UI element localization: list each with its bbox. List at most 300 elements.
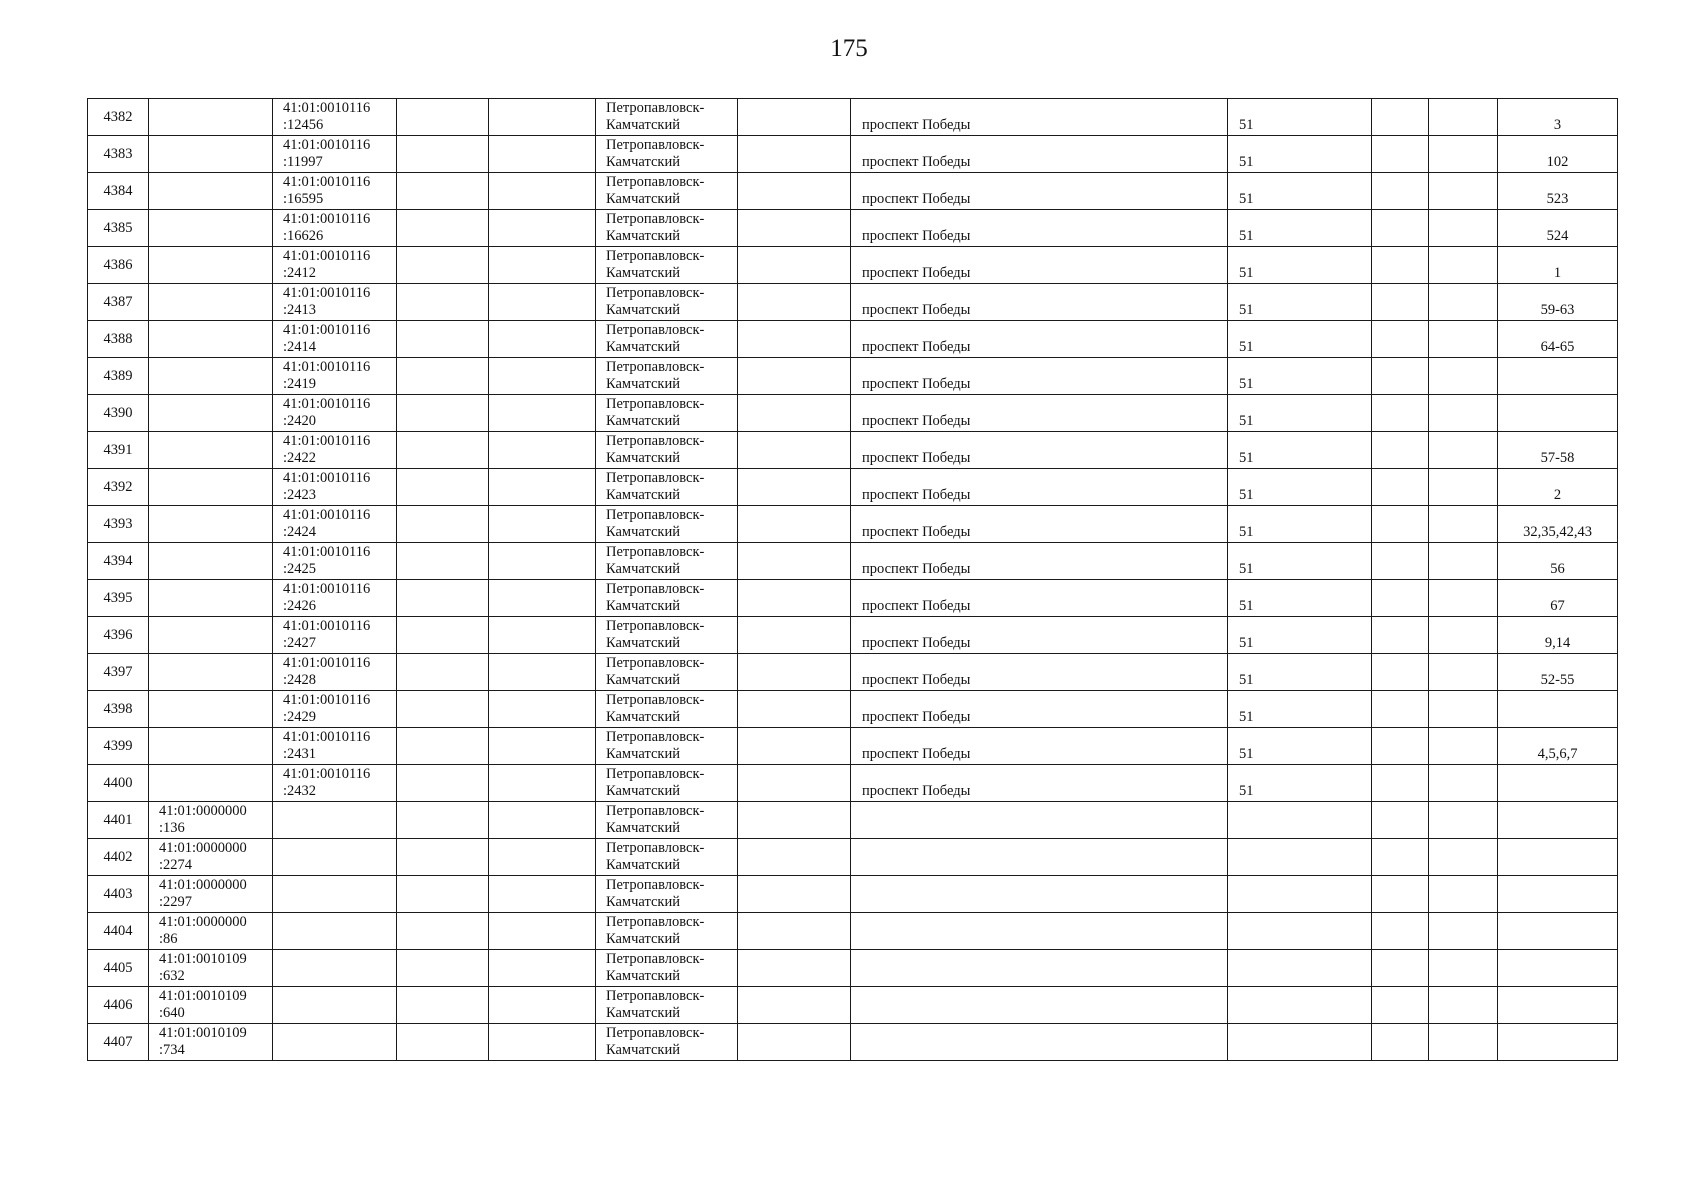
- cadastral-number-a-cell: [149, 321, 273, 358]
- premises-cell: [1498, 839, 1618, 876]
- cadastral-number-b-cell: [273, 765, 397, 802]
- cadastral-number-a-line-2: :734: [159, 1042, 185, 1058]
- empty-cell-4: [397, 543, 489, 580]
- empty-cell-5: [489, 580, 596, 617]
- empty-cell-4: [397, 506, 489, 543]
- cadastral-number-b-line-2: :16595: [283, 191, 324, 207]
- cadastral-number-a-line-2: :2274: [159, 857, 193, 873]
- city-line-1: Петропавловск-: [606, 951, 705, 967]
- cadastral-number-b-cell: [273, 395, 397, 432]
- empty-cell-11: [1429, 210, 1498, 247]
- empty-cell-11: [1429, 617, 1498, 654]
- city-line-1: Петропавловск-: [606, 655, 705, 671]
- cadastral-number-b-cell: [273, 99, 397, 136]
- cadastral-number-b-line-2: :11997: [283, 154, 323, 170]
- row-number-cell: 4400: [88, 765, 149, 802]
- cadastral-number-a-line-1: 41:01:0000000: [159, 840, 247, 856]
- cadastral-number-a-line-1: 41:01:0000000: [159, 877, 247, 893]
- table-row: [88, 987, 1618, 1024]
- cadastral-number-a-cell: [149, 617, 273, 654]
- premises-cell: 523: [1498, 173, 1618, 210]
- city-cell: [596, 284, 738, 321]
- cadastral-number-b-line-2: :2413: [283, 302, 317, 318]
- cadastral-number-a-line-2: :136: [159, 820, 185, 836]
- cadastral-number-b-line-1: 41:01:0010116: [283, 285, 371, 301]
- city-cell: [596, 654, 738, 691]
- cadastral-number-a-cell: [149, 469, 273, 506]
- empty-cell-10: [1372, 950, 1429, 987]
- street-cell: проспект Победы: [851, 506, 1228, 543]
- row-number-cell: 4392: [88, 469, 149, 506]
- city-cell: [596, 506, 738, 543]
- empty-cell-4: [397, 210, 489, 247]
- city-line-2: Камчатский: [606, 857, 680, 873]
- city-cell: [596, 99, 738, 136]
- cadastral-number-b-line-2: :2423: [283, 487, 317, 503]
- table-row: [88, 247, 1618, 284]
- empty-cell-10: [1372, 432, 1429, 469]
- table-row: [88, 617, 1618, 654]
- cadastral-number-b-cell: [273, 321, 397, 358]
- empty-cell-11: [1429, 654, 1498, 691]
- empty-cell-10: [1372, 284, 1429, 321]
- house-cell: [1228, 876, 1372, 913]
- empty-cell-7: [738, 469, 851, 506]
- empty-cell-7: [738, 247, 851, 284]
- house-cell: 51: [1228, 580, 1372, 617]
- cadastral-number-b-line-1: 41:01:0010116: [283, 248, 371, 264]
- premises-cell: 67: [1498, 580, 1618, 617]
- city-line-2: Камчатский: [606, 228, 680, 244]
- cadastral-number-b-line-1: 41:01:0010116: [283, 766, 371, 782]
- empty-cell-10: [1372, 247, 1429, 284]
- cadastral-number-b-cell: [273, 839, 397, 876]
- street-cell: [851, 913, 1228, 950]
- empty-cell-11: [1429, 136, 1498, 173]
- house-cell: 51: [1228, 210, 1372, 247]
- empty-cell-5: [489, 876, 596, 913]
- empty-cell-10: [1372, 876, 1429, 913]
- empty-cell-11: [1429, 99, 1498, 136]
- city-line-2: Камчатский: [606, 376, 680, 392]
- premises-cell: [1498, 1024, 1618, 1061]
- table-row: [88, 469, 1618, 506]
- empty-cell-7: [738, 654, 851, 691]
- empty-cell-5: [489, 284, 596, 321]
- city-line-2: Камчатский: [606, 746, 680, 762]
- cadastral-number-b-cell: [273, 950, 397, 987]
- city-line-2: Камчатский: [606, 968, 680, 984]
- street-cell: [851, 802, 1228, 839]
- empty-cell-7: [738, 580, 851, 617]
- city-line-2: Камчатский: [606, 931, 680, 947]
- table-row: [88, 765, 1618, 802]
- row-number-cell: 4386: [88, 247, 149, 284]
- cadastral-number-b-line-2: :2412: [283, 265, 317, 281]
- cadastral-number-b-cell: [273, 1024, 397, 1061]
- premises-cell: [1498, 987, 1618, 1024]
- house-cell: [1228, 913, 1372, 950]
- city-line-1: Петропавловск-: [606, 322, 705, 338]
- city-cell: [596, 950, 738, 987]
- empty-cell-10: [1372, 913, 1429, 950]
- street-cell: [851, 839, 1228, 876]
- cadastral-number-a-cell: [149, 284, 273, 321]
- empty-cell-5: [489, 765, 596, 802]
- city-line-1: Петропавловск-: [606, 174, 705, 190]
- street-cell: проспект Победы: [851, 321, 1228, 358]
- empty-cell-5: [489, 99, 596, 136]
- empty-cell-11: [1429, 432, 1498, 469]
- city-line-1: Петропавловск-: [606, 544, 705, 560]
- cadastral-number-a-line-1: 41:01:0010109: [159, 951, 247, 967]
- cadastral-number-b-cell: [273, 506, 397, 543]
- street-cell: проспект Победы: [851, 691, 1228, 728]
- table-row: [88, 654, 1618, 691]
- cadastral-number-b-line-2: :2422: [283, 450, 317, 466]
- city-line-1: Петропавловск-: [606, 137, 705, 153]
- city-cell: [596, 876, 738, 913]
- empty-cell-10: [1372, 654, 1429, 691]
- city-line-1: Петропавловск-: [606, 581, 705, 597]
- cadastral-number-b-cell: [273, 580, 397, 617]
- cadastral-number-b-line-2: :2431: [283, 746, 317, 762]
- premises-cell: [1498, 395, 1618, 432]
- city-cell: [596, 913, 738, 950]
- cadastral-number-b-line-1: 41:01:0010116: [283, 396, 371, 412]
- city-cell: [596, 432, 738, 469]
- row-number-cell: 4399: [88, 728, 149, 765]
- empty-cell-11: [1429, 802, 1498, 839]
- premises-cell: 52-55: [1498, 654, 1618, 691]
- house-cell: [1228, 950, 1372, 987]
- house-cell: 51: [1228, 543, 1372, 580]
- empty-cell-5: [489, 136, 596, 173]
- city-line-2: Камчатский: [606, 487, 680, 503]
- city-cell: [596, 173, 738, 210]
- house-cell: 51: [1228, 358, 1372, 395]
- empty-cell-4: [397, 321, 489, 358]
- empty-cell-5: [489, 210, 596, 247]
- city-line-1: Петропавловск-: [606, 248, 705, 264]
- empty-cell-5: [489, 654, 596, 691]
- cadastral-number-b-line-1: 41:01:0010116: [283, 211, 371, 227]
- city-line-2: Камчатский: [606, 191, 680, 207]
- table-row: [88, 173, 1618, 210]
- empty-cell-4: [397, 173, 489, 210]
- city-cell: [596, 247, 738, 284]
- street-cell: проспект Победы: [851, 617, 1228, 654]
- empty-cell-11: [1429, 839, 1498, 876]
- row-number-cell: 4402: [88, 839, 149, 876]
- empty-cell-4: [397, 617, 489, 654]
- empty-cell-7: [738, 173, 851, 210]
- cadastral-number-b-line-2: :2428: [283, 672, 317, 688]
- city-line-2: Камчатский: [606, 450, 680, 466]
- street-cell: проспект Победы: [851, 580, 1228, 617]
- empty-cell-4: [397, 580, 489, 617]
- premises-cell: 64-65: [1498, 321, 1618, 358]
- city-cell: [596, 765, 738, 802]
- empty-cell-11: [1429, 284, 1498, 321]
- row-number-cell: 4405: [88, 950, 149, 987]
- house-cell: 51: [1228, 284, 1372, 321]
- cadastral-number-b-cell: [273, 432, 397, 469]
- cadastral-number-b-cell: [273, 210, 397, 247]
- table-row: [88, 395, 1618, 432]
- cadastral-number-a-cell: [149, 950, 273, 987]
- empty-cell-7: [738, 543, 851, 580]
- cadastral-number-a-line-1: 41:01:0010109: [159, 1025, 247, 1041]
- premises-cell: 57-58: [1498, 432, 1618, 469]
- cadastral-number-b-cell: [273, 469, 397, 506]
- city-line-2: Камчатский: [606, 1005, 680, 1021]
- table-row: [88, 543, 1618, 580]
- empty-cell-4: [397, 1024, 489, 1061]
- city-line-1: Петропавловск-: [606, 803, 705, 819]
- cadastral-number-a-cell: [149, 765, 273, 802]
- city-cell: [596, 1024, 738, 1061]
- street-cell: проспект Победы: [851, 543, 1228, 580]
- street-cell: проспект Победы: [851, 469, 1228, 506]
- cadastral-number-b-line-1: 41:01:0010116: [283, 581, 371, 597]
- empty-cell-7: [738, 284, 851, 321]
- city-cell: [596, 543, 738, 580]
- street-cell: проспект Победы: [851, 765, 1228, 802]
- house-cell: 51: [1228, 432, 1372, 469]
- cadastral-number-b-line-2: :2414: [283, 339, 317, 355]
- empty-cell-7: [738, 876, 851, 913]
- house-cell: [1228, 1024, 1372, 1061]
- row-number-cell: 4387: [88, 284, 149, 321]
- empty-cell-7: [738, 358, 851, 395]
- cadastral-number-b-line-2: :2424: [283, 524, 317, 540]
- empty-cell-11: [1429, 321, 1498, 358]
- premises-cell: 102: [1498, 136, 1618, 173]
- empty-cell-7: [738, 321, 851, 358]
- cadastral-number-b-line-1: 41:01:0010116: [283, 359, 371, 375]
- empty-cell-7: [738, 765, 851, 802]
- premises-cell: [1498, 950, 1618, 987]
- cadastral-number-b-line-1: 41:01:0010116: [283, 729, 371, 745]
- city-line-1: Петропавловск-: [606, 729, 705, 745]
- cadastral-number-b-cell: [273, 136, 397, 173]
- empty-cell-7: [738, 802, 851, 839]
- cadastral-number-a-cell: [149, 247, 273, 284]
- premises-cell: [1498, 358, 1618, 395]
- cadastral-number-b-line-1: 41:01:0010116: [283, 618, 371, 634]
- row-number-cell: 4398: [88, 691, 149, 728]
- row-number-cell: 4395: [88, 580, 149, 617]
- empty-cell-10: [1372, 469, 1429, 506]
- street-cell: проспект Победы: [851, 395, 1228, 432]
- cadastral-number-b-line-1: 41:01:0010116: [283, 544, 371, 560]
- empty-cell-7: [738, 395, 851, 432]
- cadastral-number-b-line-2: :2429: [283, 709, 317, 725]
- cadastral-number-b-line-2: :2432: [283, 783, 317, 799]
- empty-cell-11: [1429, 913, 1498, 950]
- cadastral-number-a-cell: [149, 543, 273, 580]
- empty-cell-4: [397, 691, 489, 728]
- empty-cell-11: [1429, 950, 1498, 987]
- city-line-2: Камчатский: [606, 635, 680, 651]
- empty-cell-11: [1429, 691, 1498, 728]
- house-cell: [1228, 839, 1372, 876]
- city-line-2: Камчатский: [606, 265, 680, 281]
- register-body: [88, 99, 1618, 1061]
- premises-cell: 3: [1498, 99, 1618, 136]
- city-line-2: Камчатский: [606, 672, 680, 688]
- street-cell: [851, 1024, 1228, 1061]
- empty-cell-5: [489, 173, 596, 210]
- empty-cell-11: [1429, 469, 1498, 506]
- row-number-cell: 4394: [88, 543, 149, 580]
- empty-cell-11: [1429, 1024, 1498, 1061]
- city-line-1: Петропавловск-: [606, 766, 705, 782]
- empty-cell-4: [397, 839, 489, 876]
- city-line-1: Петропавловск-: [606, 877, 705, 893]
- city-line-1: Петропавловск-: [606, 433, 705, 449]
- row-number-cell: 4397: [88, 654, 149, 691]
- house-cell: 51: [1228, 617, 1372, 654]
- cadastral-number-a-cell: [149, 1024, 273, 1061]
- table-row: [88, 432, 1618, 469]
- empty-cell-10: [1372, 210, 1429, 247]
- city-line-2: Камчатский: [606, 709, 680, 725]
- city-line-1: Петропавловск-: [606, 840, 705, 856]
- empty-cell-10: [1372, 691, 1429, 728]
- row-number-cell: 4393: [88, 506, 149, 543]
- empty-cell-4: [397, 469, 489, 506]
- empty-cell-7: [738, 1024, 851, 1061]
- city-line-1: Петропавловск-: [606, 359, 705, 375]
- empty-cell-11: [1429, 765, 1498, 802]
- street-cell: проспект Победы: [851, 728, 1228, 765]
- city-cell: [596, 987, 738, 1024]
- cadastral-number-a-cell: [149, 654, 273, 691]
- row-number-cell: 4383: [88, 136, 149, 173]
- table-row: [88, 1024, 1618, 1061]
- house-cell: 51: [1228, 469, 1372, 506]
- city-cell: [596, 469, 738, 506]
- cadastral-number-b-cell: [273, 876, 397, 913]
- cadastral-number-a-cell: [149, 802, 273, 839]
- city-cell: [596, 691, 738, 728]
- empty-cell-10: [1372, 1024, 1429, 1061]
- empty-cell-7: [738, 617, 851, 654]
- street-cell: проспект Победы: [851, 432, 1228, 469]
- cadastral-number-b-line-1: 41:01:0010116: [283, 655, 371, 671]
- cadastral-number-a-cell: [149, 358, 273, 395]
- cadastral-number-a-line-2: :632: [159, 968, 185, 984]
- table-row: [88, 876, 1618, 913]
- city-cell: [596, 617, 738, 654]
- street-cell: [851, 876, 1228, 913]
- city-cell: [596, 395, 738, 432]
- house-cell: 51: [1228, 728, 1372, 765]
- empty-cell-10: [1372, 987, 1429, 1024]
- city-line-2: Камчатский: [606, 339, 680, 355]
- empty-cell-10: [1372, 358, 1429, 395]
- empty-cell-4: [397, 913, 489, 950]
- empty-cell-11: [1429, 247, 1498, 284]
- street-cell: проспект Победы: [851, 358, 1228, 395]
- empty-cell-10: [1372, 802, 1429, 839]
- premises-cell: 56: [1498, 543, 1618, 580]
- city-line-1: Петропавловск-: [606, 507, 705, 523]
- row-number-cell: 4382: [88, 99, 149, 136]
- empty-cell-5: [489, 469, 596, 506]
- premises-cell: [1498, 765, 1618, 802]
- empty-cell-4: [397, 358, 489, 395]
- row-number-cell: 4391: [88, 432, 149, 469]
- empty-cell-5: [489, 358, 596, 395]
- empty-cell-5: [489, 617, 596, 654]
- cadastral-number-b-line-2: :2420: [283, 413, 317, 429]
- city-cell: [596, 358, 738, 395]
- cadastral-number-a-line-2: :640: [159, 1005, 185, 1021]
- cadastral-number-b-cell: [273, 987, 397, 1024]
- empty-cell-7: [738, 210, 851, 247]
- empty-cell-10: [1372, 173, 1429, 210]
- cadastral-number-a-line-1: 41:01:0000000: [159, 914, 247, 930]
- empty-cell-11: [1429, 506, 1498, 543]
- cadastral-number-a-cell: [149, 580, 273, 617]
- empty-cell-10: [1372, 617, 1429, 654]
- empty-cell-7: [738, 913, 851, 950]
- row-number-cell: 4404: [88, 913, 149, 950]
- empty-cell-11: [1429, 173, 1498, 210]
- street-cell: проспект Победы: [851, 654, 1228, 691]
- city-line-1: Петропавловск-: [606, 1025, 705, 1041]
- empty-cell-7: [738, 432, 851, 469]
- city-cell: [596, 839, 738, 876]
- cadastral-number-b-line-1: 41:01:0010116: [283, 692, 371, 708]
- cadastral-number-a-cell: [149, 173, 273, 210]
- page-number: 175: [830, 35, 868, 62]
- empty-cell-7: [738, 987, 851, 1024]
- row-number-cell: 4401: [88, 802, 149, 839]
- empty-cell-7: [738, 99, 851, 136]
- cadastral-number-b-line-1: 41:01:0010116: [283, 174, 371, 190]
- empty-cell-4: [397, 654, 489, 691]
- street-cell: проспект Победы: [851, 284, 1228, 321]
- cadastral-number-b-cell: [273, 173, 397, 210]
- empty-cell-5: [489, 913, 596, 950]
- city-line-1: Петропавловск-: [606, 692, 705, 708]
- house-cell: 51: [1228, 654, 1372, 691]
- table-row: [88, 839, 1618, 876]
- house-cell: 51: [1228, 395, 1372, 432]
- empty-cell-10: [1372, 395, 1429, 432]
- empty-cell-11: [1429, 580, 1498, 617]
- empty-cell-4: [397, 950, 489, 987]
- city-cell: [596, 580, 738, 617]
- empty-cell-5: [489, 839, 596, 876]
- cadastral-number-b-cell: [273, 247, 397, 284]
- cadastral-number-a-cell: [149, 506, 273, 543]
- cadastral-number-b-cell: [273, 358, 397, 395]
- premises-cell: 9,14: [1498, 617, 1618, 654]
- cadastral-number-b-cell: [273, 913, 397, 950]
- empty-cell-4: [397, 432, 489, 469]
- premises-cell: 4,5,6,7: [1498, 728, 1618, 765]
- empty-cell-11: [1429, 728, 1498, 765]
- premises-cell: 2: [1498, 469, 1618, 506]
- city-cell: [596, 210, 738, 247]
- row-number-cell: 4406: [88, 987, 149, 1024]
- empty-cell-10: [1372, 580, 1429, 617]
